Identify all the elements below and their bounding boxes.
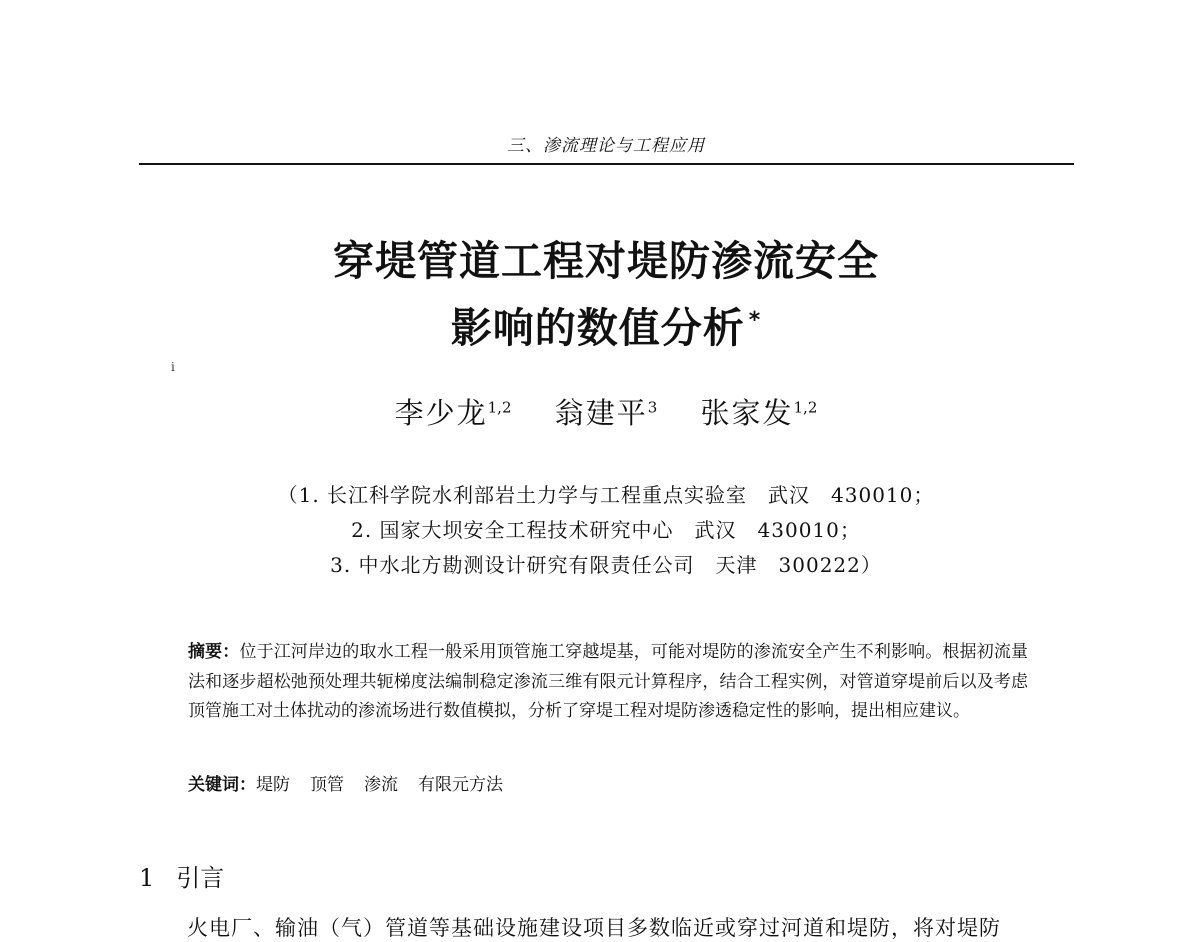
author <box>555 396 658 430</box>
author-affiliation-sup: 3 <box>647 398 658 417</box>
running-head: 三、渗流理论与工程应用 <box>507 136 705 156</box>
abstract-text: 位于江河岸边的取水工程一般采用顶管施工穿越堤基，可能对堤防的渗流安全产生不利影响。根据初流量法和逐步超松弛预处理共轭梯度法编制稳定渗流三维有限元计算程序，结合工程实例，对管道穿堤前后以及考虑顶管施工对土体扰动的渗流场进行数值模拟，分析了穿堤工程对堤防渗透稳定性的影响，提出相应建议。 <box>188 642 1028 722</box>
abstract-label: 摘要： <box>188 642 240 662</box>
author-affiliation-sup: 1,2 <box>793 398 818 417</box>
body-paragraph: 火电厂、输油（气）管道等基础设施建设项目多数临近或穿过河道和堤防，将对堤防 <box>187 916 1001 940</box>
title-line-1: 穿堤管道工程对堤防渗流安全 <box>333 237 879 285</box>
author-name: 李少龙 <box>394 396 488 430</box>
keyword: 顶管 <box>310 775 344 795</box>
stray-scan-mark: ⅰ <box>171 360 175 374</box>
title-line-2 <box>0 295 1200 354</box>
header-rule <box>139 163 1074 165</box>
affiliation-1: （1. 长江科学院水利部岩土力学与工程重点实验室 武汉 430010； <box>277 483 935 507</box>
abstract <box>188 638 1028 727</box>
author-name: 张家发 <box>700 396 794 430</box>
author-affiliation-sup: 1,2 <box>487 398 512 417</box>
section-title: 引言 <box>176 864 225 892</box>
keyword: 堤防 <box>256 775 290 795</box>
title-footnote-mark: * <box>748 308 762 334</box>
section-heading <box>139 858 224 893</box>
keyword: 有限元方法 <box>418 775 503 795</box>
affiliation-3: 3. 中水北方勘测设计研究有限责任公司 天津 300222） <box>330 553 882 577</box>
author-list <box>0 391 1200 432</box>
author <box>395 396 512 430</box>
keywords <box>188 770 523 795</box>
author-name: 翁建平 <box>554 396 648 430</box>
title-line-2-text: 影响的数值分析 <box>450 304 745 352</box>
keywords-label: 关键词： <box>188 775 256 795</box>
author <box>701 396 818 430</box>
section-number: 1 <box>139 864 155 892</box>
keyword: 渗流 <box>364 775 398 795</box>
affiliation-2: 2. 国家大坝安全工程技术研究中心 武汉 430010； <box>351 518 861 542</box>
